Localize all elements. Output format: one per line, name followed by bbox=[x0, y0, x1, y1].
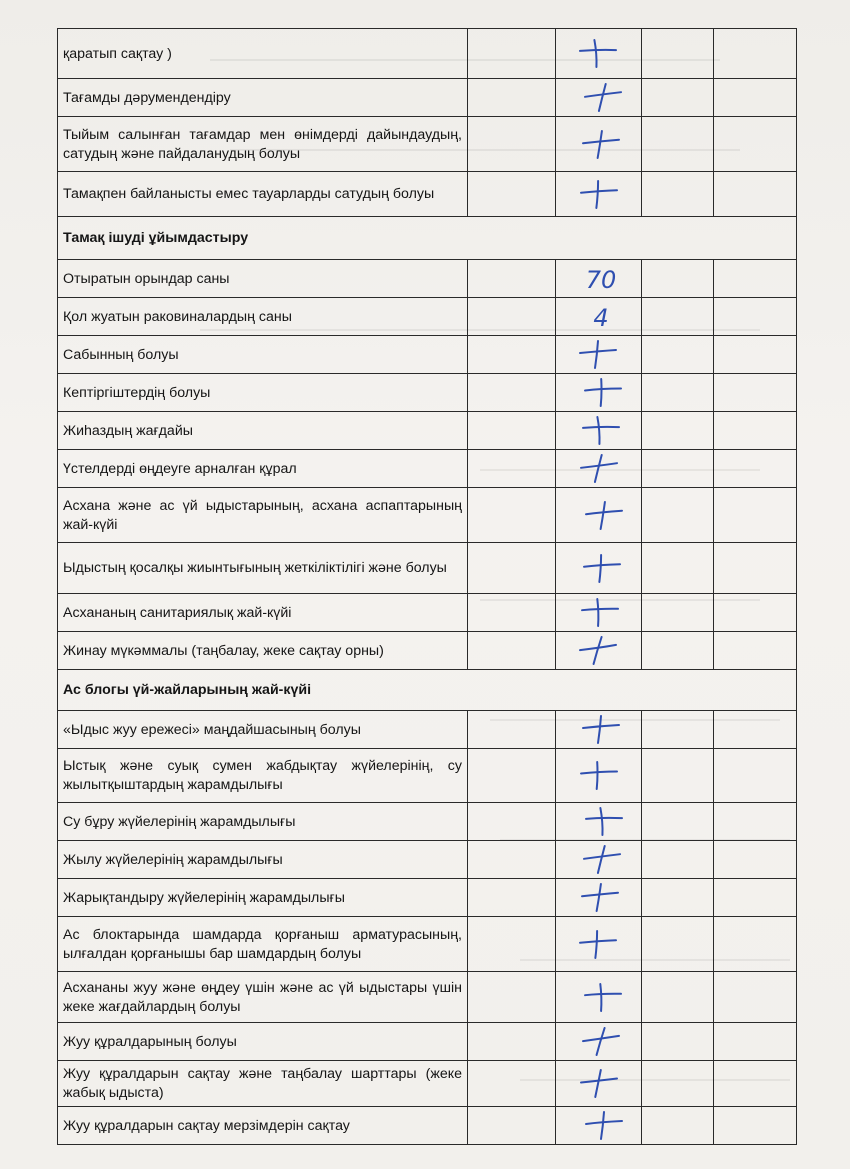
empty-cell bbox=[642, 1023, 714, 1061]
mark-cell bbox=[556, 543, 642, 594]
mark-cell bbox=[556, 1107, 642, 1145]
table-row bbox=[58, 803, 797, 841]
handwritten-plus-mark bbox=[561, 883, 641, 913]
empty-cell bbox=[468, 374, 556, 412]
criterion-label: Қол жуатын раковиналардың саны bbox=[58, 298, 468, 336]
handwritten-plus-mark bbox=[561, 1069, 641, 1099]
empty-cell bbox=[642, 1107, 714, 1145]
criterion-label: Жылу жүйелерінің жарамдылығы bbox=[58, 841, 468, 879]
handwritten-plus-mark bbox=[561, 340, 641, 370]
empty-cell bbox=[714, 1061, 797, 1107]
empty-cell bbox=[714, 803, 797, 841]
mark-value: 4 bbox=[593, 304, 609, 332]
empty-cell bbox=[714, 972, 797, 1023]
empty-cell bbox=[714, 488, 797, 543]
table-row bbox=[58, 594, 797, 632]
mark-cell bbox=[556, 917, 642, 972]
empty-cell bbox=[714, 412, 797, 450]
empty-cell bbox=[468, 594, 556, 632]
empty-cell bbox=[468, 803, 556, 841]
empty-cell bbox=[642, 450, 714, 488]
mark-cell bbox=[556, 841, 642, 879]
table-row bbox=[58, 374, 797, 412]
mark-cell bbox=[556, 879, 642, 917]
handwritten-plus-mark bbox=[561, 130, 641, 160]
checklist-table bbox=[57, 28, 797, 1145]
table-row bbox=[58, 117, 797, 172]
table-row bbox=[58, 1061, 797, 1107]
handwritten-plus-mark bbox=[561, 598, 641, 628]
empty-cell bbox=[642, 543, 714, 594]
empty-cell bbox=[714, 749, 797, 803]
handwritten-plus-mark bbox=[561, 845, 641, 875]
mark-cell bbox=[556, 749, 642, 803]
empty-cell bbox=[714, 450, 797, 488]
mark-cell bbox=[556, 1061, 642, 1107]
mark-cell bbox=[556, 412, 642, 450]
mark-cell bbox=[556, 803, 642, 841]
handwritten-plus-mark bbox=[561, 930, 641, 960]
empty-cell bbox=[714, 260, 797, 298]
mark-cell bbox=[556, 450, 642, 488]
handwritten-plus-mark bbox=[561, 1111, 641, 1141]
criterion-label: Асхана және ас үй ыдыстарының, асхана аспаптарының жай-күйі bbox=[58, 488, 468, 543]
empty-cell bbox=[642, 972, 714, 1023]
criterion-label: Ас блоктарында шамдарда қорғаныш арматурасының, ылғалдан қорғанышы бар шамдардың болуы bbox=[58, 917, 468, 972]
empty-cell bbox=[642, 841, 714, 879]
table-row bbox=[58, 841, 797, 879]
empty-cell bbox=[468, 29, 556, 79]
empty-cell bbox=[468, 879, 556, 917]
handwritten-plus-mark bbox=[561, 501, 641, 531]
handwritten-plus-mark bbox=[561, 83, 641, 113]
handwritten-number bbox=[561, 264, 641, 294]
empty-cell bbox=[714, 117, 797, 172]
criterion-label: Тамақпен байланысты емес тауарларды сатудың болуы bbox=[58, 172, 468, 217]
empty-cell bbox=[642, 632, 714, 670]
table-row bbox=[58, 632, 797, 670]
table-row bbox=[58, 1107, 797, 1145]
criterion-label: Асхананың санитариялық жай-күйі bbox=[58, 594, 468, 632]
criterion-label: Жуу құралдарын сақтау мерзімдерін сақтау bbox=[58, 1107, 468, 1145]
mark-cell bbox=[556, 298, 642, 336]
table-row bbox=[58, 79, 797, 117]
mark-cell bbox=[556, 594, 642, 632]
table-row bbox=[58, 488, 797, 543]
criterion-label: Жуу құралдарының болуы bbox=[58, 1023, 468, 1061]
empty-cell bbox=[642, 1061, 714, 1107]
empty-cell bbox=[468, 841, 556, 879]
empty-cell bbox=[468, 336, 556, 374]
mark-cell bbox=[556, 711, 642, 749]
empty-cell bbox=[714, 1107, 797, 1145]
empty-cell bbox=[714, 879, 797, 917]
empty-cell bbox=[642, 29, 714, 79]
empty-cell bbox=[468, 117, 556, 172]
table-row bbox=[58, 336, 797, 374]
empty-cell bbox=[468, 543, 556, 594]
empty-cell bbox=[714, 711, 797, 749]
criterion-label: Жиһаздың жағдайы bbox=[58, 412, 468, 450]
empty-cell bbox=[642, 594, 714, 632]
empty-cell bbox=[714, 1023, 797, 1061]
empty-cell bbox=[642, 803, 714, 841]
criterion-label: Сабынның болуы bbox=[58, 336, 468, 374]
empty-cell bbox=[642, 711, 714, 749]
section-title: Тамақ ішуді ұйымдастыру bbox=[58, 217, 797, 260]
criterion-label: Су бұру жүйелерінің жарамдылығы bbox=[58, 803, 468, 841]
criterion-label: Жинау мүкәммалы (таңбалау, жеке сақтау орны) bbox=[58, 632, 468, 670]
empty-cell bbox=[642, 488, 714, 543]
empty-cell bbox=[642, 260, 714, 298]
table-row bbox=[58, 543, 797, 594]
empty-cell bbox=[714, 336, 797, 374]
empty-cell bbox=[642, 298, 714, 336]
table-row bbox=[58, 412, 797, 450]
handwritten-number bbox=[561, 302, 641, 332]
empty-cell bbox=[468, 1023, 556, 1061]
empty-cell bbox=[642, 117, 714, 172]
mark-cell bbox=[556, 29, 642, 79]
empty-cell bbox=[642, 412, 714, 450]
section-row bbox=[58, 670, 797, 711]
table-row bbox=[58, 298, 797, 336]
empty-cell bbox=[714, 632, 797, 670]
section-row bbox=[58, 217, 797, 260]
mark-cell bbox=[556, 374, 642, 412]
table-row bbox=[58, 260, 797, 298]
mark-cell bbox=[556, 632, 642, 670]
handwritten-plus-mark bbox=[561, 39, 641, 69]
handwritten-plus-mark bbox=[561, 454, 641, 484]
handwritten-plus-mark bbox=[561, 761, 641, 791]
empty-cell bbox=[468, 172, 556, 217]
handwritten-plus-mark bbox=[561, 416, 641, 446]
empty-cell bbox=[468, 450, 556, 488]
handwritten-plus-mark bbox=[561, 378, 641, 408]
table-row bbox=[58, 450, 797, 488]
criterion-label: қаратып сақтау ) bbox=[58, 29, 468, 79]
empty-cell bbox=[468, 1107, 556, 1145]
handwritten-plus-mark bbox=[561, 807, 641, 837]
empty-cell bbox=[642, 749, 714, 803]
empty-cell bbox=[714, 917, 797, 972]
criterion-label: Асхананы жуу және өңдеу үшін және ас үй ыдыстары үшін жеке жағдайлардың болуы bbox=[58, 972, 468, 1023]
table-row bbox=[58, 879, 797, 917]
empty-cell bbox=[468, 917, 556, 972]
handwritten-plus-mark bbox=[561, 180, 641, 210]
empty-cell bbox=[468, 298, 556, 336]
empty-cell bbox=[642, 917, 714, 972]
empty-cell bbox=[714, 29, 797, 79]
empty-cell bbox=[714, 374, 797, 412]
table-row bbox=[58, 972, 797, 1023]
section-title: Ас блогы үй-жайларының жай-күйі bbox=[58, 670, 797, 711]
criterion-label: Отыратын орындар саны bbox=[58, 260, 468, 298]
mark-cell bbox=[556, 79, 642, 117]
criterion-label: Ыстық және суық сумен жабдықтау жүйелерінің, су жылытқыштардың жарамдылығы bbox=[58, 749, 468, 803]
mark-cell bbox=[556, 172, 642, 217]
empty-cell bbox=[468, 412, 556, 450]
handwritten-plus-mark bbox=[561, 715, 641, 745]
handwritten-plus-mark bbox=[561, 636, 641, 666]
empty-cell bbox=[714, 543, 797, 594]
mark-value: 70 bbox=[585, 266, 617, 294]
criterion-label: Тыйым салынған тағамдар мен өнімдерді дайындаудың, сатудың және пайдаланудың болуы bbox=[58, 117, 468, 172]
handwritten-plus-mark bbox=[561, 983, 641, 1013]
empty-cell bbox=[642, 879, 714, 917]
criterion-label: Үстелдерді өңдеуге арналған құрал bbox=[58, 450, 468, 488]
mark-cell bbox=[556, 260, 642, 298]
table-row bbox=[58, 172, 797, 217]
empty-cell bbox=[468, 79, 556, 117]
criterion-label: Ыдыстың қосалқы жиынтығының жеткіліктілігі және болуы bbox=[58, 543, 468, 594]
mark-cell bbox=[556, 117, 642, 172]
criterion-label: Кептіргіштердің болуы bbox=[58, 374, 468, 412]
handwritten-plus-mark bbox=[561, 554, 641, 584]
mark-cell bbox=[556, 336, 642, 374]
empty-cell bbox=[468, 972, 556, 1023]
empty-cell bbox=[468, 260, 556, 298]
empty-cell bbox=[468, 749, 556, 803]
mark-cell bbox=[556, 972, 642, 1023]
empty-cell bbox=[714, 594, 797, 632]
table-row bbox=[58, 29, 797, 79]
table-row bbox=[58, 1023, 797, 1061]
empty-cell bbox=[468, 488, 556, 543]
empty-cell bbox=[642, 336, 714, 374]
empty-cell bbox=[714, 79, 797, 117]
empty-cell bbox=[714, 298, 797, 336]
empty-cell bbox=[468, 632, 556, 670]
criterion-label: Тағамды дәрумендендіру bbox=[58, 79, 468, 117]
criterion-label: Жарықтандыру жүйелерінің жарамдылығы bbox=[58, 879, 468, 917]
table-row bbox=[58, 917, 797, 972]
mark-cell bbox=[556, 1023, 642, 1061]
empty-cell bbox=[714, 172, 797, 217]
handwritten-plus-mark bbox=[561, 1027, 641, 1057]
empty-cell bbox=[642, 79, 714, 117]
criterion-label: «Ыдыс жуу ережесі» маңдайшасының болуы bbox=[58, 711, 468, 749]
empty-cell bbox=[468, 711, 556, 749]
criterion-label: Жуу құралдарын сақтау және таңбалау шарттары (жеке жабық ыдыста) bbox=[58, 1061, 468, 1107]
empty-cell bbox=[642, 374, 714, 412]
table-row bbox=[58, 749, 797, 803]
empty-cell bbox=[642, 172, 714, 217]
mark-cell bbox=[556, 488, 642, 543]
table-row bbox=[58, 711, 797, 749]
empty-cell bbox=[468, 1061, 556, 1107]
empty-cell bbox=[714, 841, 797, 879]
